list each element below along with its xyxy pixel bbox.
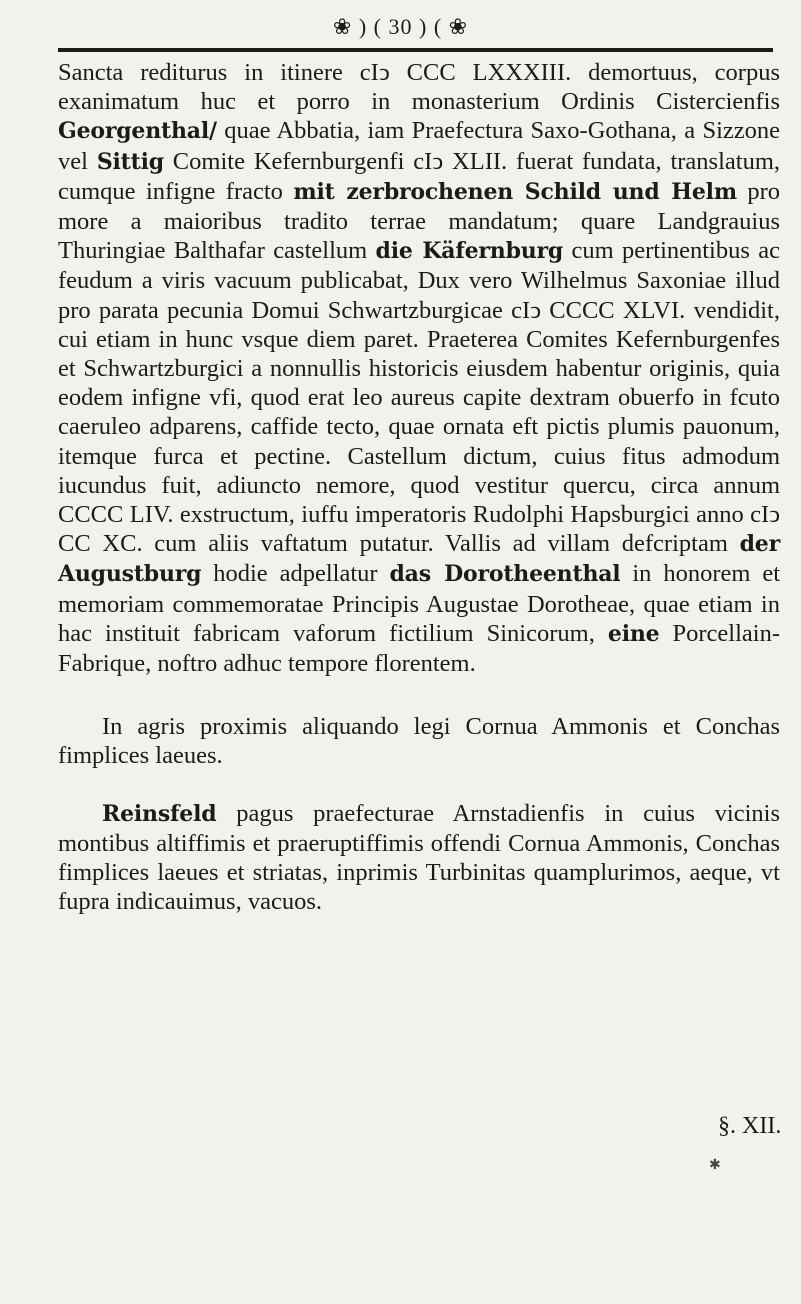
paragraph-2: In agris proximis aliquando legi Cornua Ammonis et Conchas fimplices laeues. (58, 713, 780, 770)
german-term: das Dorotheenthal (389, 561, 621, 588)
text-run: cum pertinentibus ac feudum a viris vacuum publicabat, Dux vero Wilhelmus Saxoniae illud pro parata pecunia Domui Schwartzburgicae cIↄ CCCC XLVI. vendidit, cui etiam in hunc vsque diem paret. Praeterea Comites Kefernburgenfes et Schwartzburgici a nonnullis historicis eiusdem habentur originis, quia eodem infigne vfi, quod erat leo aureus capite dextram obuerfo in fcuto caeruleo adparens, caffide tecto, quae ornata eft pictis plumis pauonum, itemque furca et pectine. Castellum dictum, cuius fitus admodum iucundus fuit, adiuncto nemore, quod vestitur quercu, circa annum CCCC LIV. exstructum, iuffu imperatoris Rudolphi Hapsburgici anno cIↄ CC XC. cum aliis vaftatum putatur. Vallis ad villam defcriptam (58, 237, 780, 558)
paragraph-3 (58, 799, 780, 917)
german-term: Sittig (96, 148, 164, 175)
text-run: Porcellain-Fabrique, noftro adhuc tempore florentem. (58, 619, 780, 678)
text-run: pro more a maioribus tradito terrae mandatum; quare Landgrauius Thuringiae Balthafar castellum (58, 177, 780, 265)
text-run: in honorem et memoriam commemoratae Principis Augustae Dorotheae, quae etiam in hac instituit fabricam vaforum fictilium Sinicorum, (58, 560, 780, 647)
page-header: ❀ ) ( 30 ) ( ❀ (332, 14, 469, 39)
german-term: Reinsfeld (102, 800, 217, 827)
catchword: §. XII. (718, 1113, 782, 1139)
text-run: Sancta rediturus in itinere cIↄ CCC LXXXIII. demortuus, corpus exanimatum huc et porro in monasterium Ordinis Cistercienfis (58, 59, 780, 116)
text-run: pagus praefecturae Arnstadienfis in cuius vicinis montibus altiffimis et praeruptiffimis offendi Cornua Ammonis, Conchas fimplices laeues et striatas, inprimis Turbinitas quamplurimos, aeque, vt fupra indicauimus, vacuos. (58, 799, 780, 916)
header-rule (58, 48, 773, 52)
german-term: Georgenthal/ (58, 118, 217, 145)
text-run: Comite Kefernburgenfi cIↄ XLII. fuerat fundata, translatum, cumque infigne fracto (58, 147, 781, 205)
german-term: die Käfernburg (375, 238, 564, 265)
german-term: der Augustburg (58, 531, 780, 588)
paragraph-1 (58, 58, 780, 678)
german-term: eine (607, 620, 660, 647)
text-run: hodie adpellatur (201, 560, 390, 588)
body-text (58, 58, 780, 916)
german-term: mit zerbrochenen Schild und Helm (293, 178, 737, 205)
signature-mark: ✱ (709, 1158, 721, 1173)
text-run: quae Abbatia, iam Praefectura Saxo-Gothana, a Sizzone vel (58, 117, 780, 175)
